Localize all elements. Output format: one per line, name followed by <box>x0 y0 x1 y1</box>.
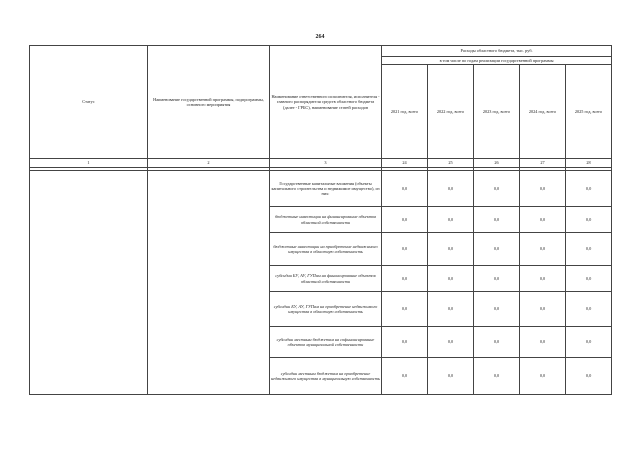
value-cell: 0,0 <box>474 207 520 233</box>
column-number: 3 <box>270 159 382 168</box>
value-cell: 0,0 <box>474 327 520 358</box>
column-number: 27 <box>520 159 566 168</box>
value-cell: 0,0 <box>474 292 520 327</box>
value-cell: 0,0 <box>566 171 612 207</box>
row-label: бюджетные инвестиции на приобретение недвижимого имущества в областную собственность <box>270 233 382 266</box>
value-cell: 0,0 <box>382 233 428 266</box>
value-cell: 0,0 <box>520 266 566 292</box>
header-program-name: Наименование государственной программы, подпрограммы, основного мероприятия <box>148 46 270 159</box>
value-cell: 0,0 <box>428 233 474 266</box>
value-cell: 0,0 <box>520 358 566 395</box>
column-number-row <box>30 159 612 168</box>
value-cell: 0,0 <box>520 292 566 327</box>
header-year: 2022 год, всего <box>428 65 474 159</box>
status-cell <box>30 171 148 395</box>
value-cell: 0,0 <box>382 207 428 233</box>
value-cell: 0,0 <box>428 327 474 358</box>
value-cell: 0,0 <box>566 233 612 266</box>
value-cell: 0,0 <box>520 233 566 266</box>
value-cell: 0,0 <box>382 327 428 358</box>
value-cell: 0,0 <box>566 207 612 233</box>
value-cell: 0,0 <box>382 266 428 292</box>
value-cell: 0,0 <box>474 358 520 395</box>
table-row <box>30 171 612 207</box>
header-budget-group: Расходы областного бюджета, тыс. руб. <box>382 46 612 57</box>
row-label: Государственные капитальные вложения (объекты капитального строительства и недвижимое имущество), из них: <box>270 171 382 207</box>
value-cell: 0,0 <box>382 292 428 327</box>
value-cell: 0,0 <box>474 266 520 292</box>
row-label: бюджетные инвестиции на финансирование объектов областной собственности <box>270 207 382 233</box>
value-cell: 0,0 <box>566 358 612 395</box>
value-cell: 0,0 <box>428 171 474 207</box>
value-cell: 0,0 <box>428 266 474 292</box>
column-number: 24 <box>382 159 428 168</box>
value-cell: 0,0 <box>566 327 612 358</box>
value-cell: 0,0 <box>566 266 612 292</box>
value-cell: 0,0 <box>428 358 474 395</box>
header-year: 2024 год, всего <box>520 65 566 159</box>
value-cell: 0,0 <box>520 171 566 207</box>
value-cell: 0,0 <box>566 292 612 327</box>
header-year: 2021 год, всего <box>382 65 428 159</box>
row-label: субсидии местным бюджетам на приобретение недвижимого имущества в муниципальную собственность <box>270 358 382 395</box>
program-name-cell <box>148 171 270 395</box>
value-cell: 0,0 <box>520 207 566 233</box>
header-status: Статус <box>30 46 148 159</box>
value-cell: 0,0 <box>428 207 474 233</box>
header-executor: Наименование ответственного исполнителя, исполнителя - главного распорядителя средств областного бюджета (далее - ГРБС), наименование статей расходов <box>270 46 382 159</box>
value-cell: 0,0 <box>428 292 474 327</box>
column-number: 1 <box>30 159 148 168</box>
header-budget-subgroup: в том числе по годам реализации государственной программы <box>382 57 612 65</box>
page-number: 264 <box>315 34 325 40</box>
header-year: 2023 год, всего <box>474 65 520 159</box>
header-year: 2025 год, всего <box>566 65 612 159</box>
column-number: 26 <box>474 159 520 168</box>
value-cell: 0,0 <box>474 171 520 207</box>
column-number: 28 <box>566 159 612 168</box>
value-cell: 0,0 <box>382 171 428 207</box>
row-label: субсидии местным бюджетам на софинансирование объектов муниципальной собственности <box>270 327 382 358</box>
column-number: 25 <box>428 159 474 168</box>
row-label: субсидии БУ, АУ, ГУПам на финансирование объектов областной собственности <box>270 266 382 292</box>
row-label: субсидии БУ, АУ, ГУПам на приобретение недвижимого имущества в областную собственность <box>270 292 382 327</box>
column-number: 2 <box>148 159 270 168</box>
value-cell: 0,0 <box>382 358 428 395</box>
value-cell: 0,0 <box>474 233 520 266</box>
budget-table <box>29 45 612 395</box>
value-cell: 0,0 <box>520 327 566 358</box>
